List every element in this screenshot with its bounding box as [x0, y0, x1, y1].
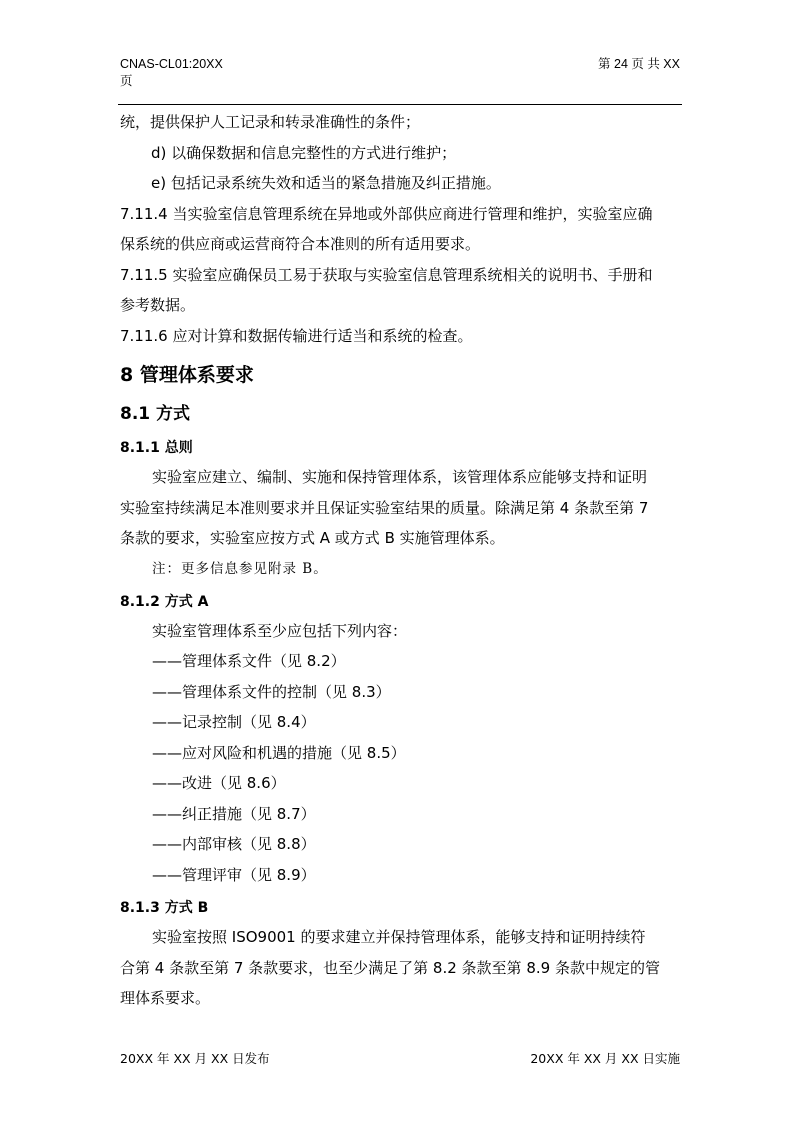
paragraph-8-1-1-line1: 实验室应建立、编制、实施和保持管理体系，该管理体系应能够支持和证明 — [152, 468, 648, 486]
list-item: ——记录控制（见 8.4） — [152, 713, 316, 731]
footer-publish-date: 20XX 年 XX 月 XX 日发布 — [120, 1051, 270, 1066]
clause-7-11-5-line2: 参考数据。 — [120, 296, 196, 314]
heading-8-1-1: 8.1.1 总则 — [120, 440, 193, 456]
list-item: ——应对风险和机遇的措施（见 8.5） — [152, 743, 406, 762]
heading-8-1: 8.1 方式 — [120, 404, 191, 424]
paragraph: 统，提供保护人工记录和转录准确性的条件； — [120, 113, 421, 131]
clause-7-11-4-line2: 保系统的供应商或运营商符合本准则的所有适用要求。 — [120, 235, 481, 253]
doc-code: CNAS-CL01:20XX — [120, 57, 223, 71]
clause-7-11-6: 7.11.6 应对计算和数据传输进行适当和系统的检查。 — [120, 326, 473, 345]
paragraph-8-1-1-line3: 条款的要求，实验室应按方式 A 或方式 B 实施管理体系。 — [120, 529, 505, 547]
list-item: ——内部审核（见 8.8） — [152, 835, 316, 853]
header-page-number: 第 24 页 共 XX — [598, 57, 680, 71]
paragraph-8-1-1-line2: 实验室持续满足本准则要求并且保证实验室结果的质量。除满足第 4 条款至第 7 — [120, 498, 649, 517]
header-divider — [118, 104, 682, 105]
footer-implement-date: 20XX 年 XX 月 XX 日实施 — [530, 1051, 680, 1066]
paragraph-8-1-2: 实验室管理体系至少应包括下列内容： — [152, 621, 408, 640]
heading-8-1-2: 8.1.2 方式 A — [120, 593, 209, 610]
paragraph-8-1-3-line2: 合第 4 条款至第 7 条款要求，也至少满足了第 8.2 条款至第 8.9 条款中规定的管 — [120, 958, 660, 977]
paragraph-8-1-3-line1: 实验室按照 ISO9001 的要求建立并保持管理体系，能够支持和证明持续符 — [152, 928, 646, 946]
list-item-d: d) 以确保数据和信息完整性的方式进行维护； — [151, 143, 457, 162]
list-item: ——管理体系文件（见 8.2） — [152, 652, 346, 670]
note: 注：更多信息参见附录 B。 — [152, 560, 328, 577]
clause-7-11-4-line1: 7.11.4 当实验室信息管理系统在异地或外部供应商进行管理和维护，实验室应确 — [120, 204, 653, 223]
list-item: ——改进（见 8.6） — [152, 774, 286, 792]
page-body — [120, 107, 682, 1014]
header-doc-code — [120, 56, 223, 90]
page-word: 页 — [120, 74, 133, 88]
list-item: ——纠正措施（见 8.7） — [152, 804, 316, 823]
heading-8-1-3: 8.1.3 方式 B — [120, 900, 209, 916]
list-item-e: e) 包括记录系统失效和适当的紧急措施及纠正措施。 — [151, 174, 501, 192]
heading-8: 8 管理体系要求 — [120, 364, 254, 386]
paragraph-8-1-3-line3: 理体系要求。 — [120, 989, 211, 1007]
list-item: ——管理体系文件的控制（见 8.3） — [152, 682, 391, 701]
list-item: ——管理评审（见 8.9） — [152, 865, 316, 884]
clause-7-11-5-line1: 7.11.5 实验室应确保员工易于获取与实验室信息管理系统相关的说明书、手册和 — [120, 265, 653, 284]
